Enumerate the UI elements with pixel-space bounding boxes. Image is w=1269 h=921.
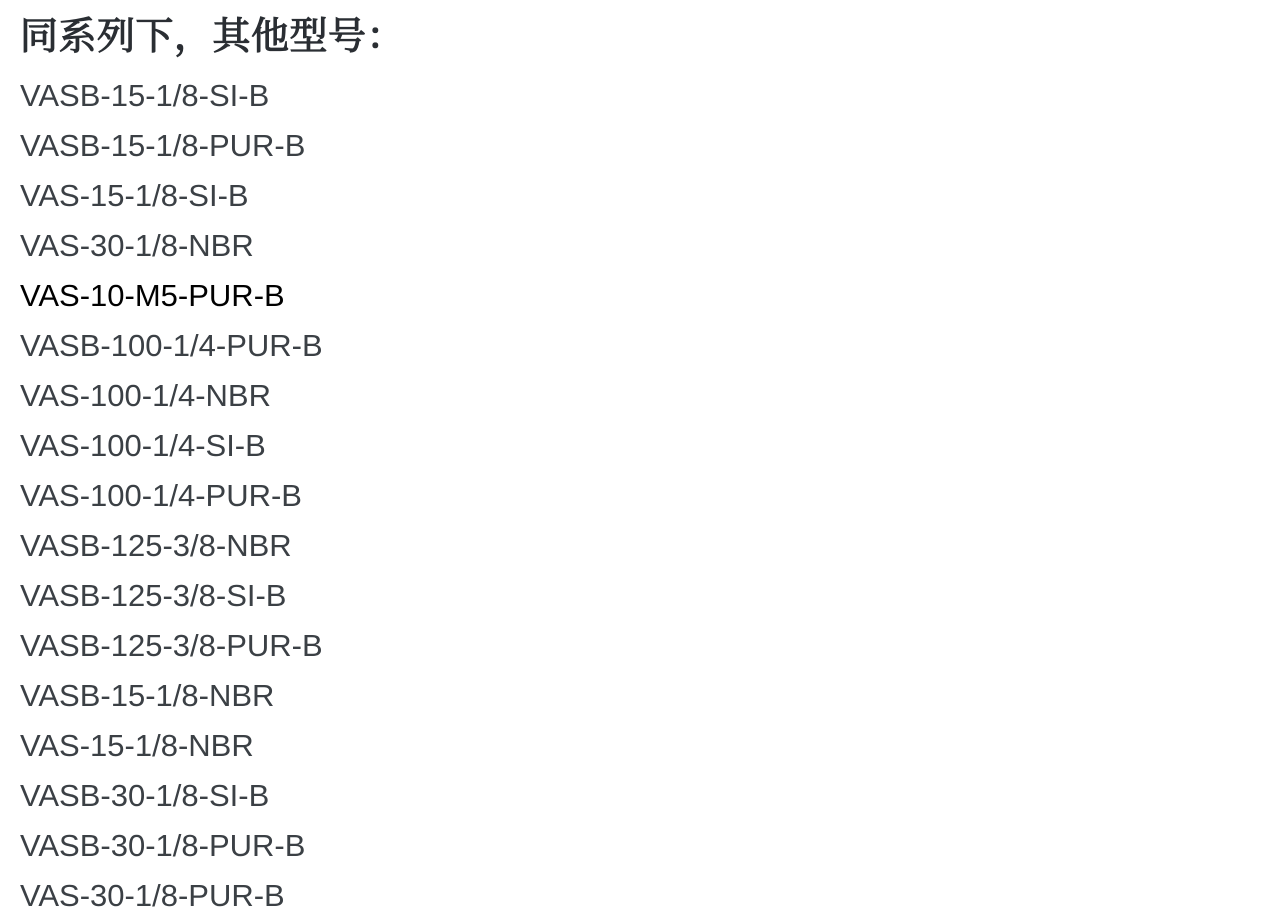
model-item-link[interactable]: VAS-30-1/8-NBR bbox=[20, 227, 254, 263]
model-item-link[interactable]: VAS-30-1/8-PUR-B bbox=[20, 877, 285, 913]
model-list bbox=[20, 71, 1269, 921]
model-item-link[interactable]: VAS-100-1/4-PUR-B bbox=[20, 477, 302, 513]
model-item-link[interactable]: VASB-30-1/8-PUR-B bbox=[20, 827, 306, 863]
model-item-link[interactable]: VASB-100-1/4-PUR-B bbox=[20, 327, 323, 363]
section-heading: 同系列下，其他型号： bbox=[20, 16, 406, 58]
model-item-link[interactable]: VASB-125-3/8-PUR-B bbox=[20, 627, 323, 663]
model-item-link[interactable]: VAS-15-1/8-SI-B bbox=[20, 177, 249, 213]
model-item-link[interactable]: VAS-100-1/4-SI-B bbox=[20, 427, 266, 463]
model-item-link[interactable]: VASB-15-1/8-SI-B bbox=[20, 77, 270, 113]
model-item-link[interactable]: VAS-100-1/4-NBR bbox=[20, 377, 271, 413]
model-item-link[interactable]: VAS-15-1/8-NBR bbox=[20, 727, 254, 763]
model-item-link[interactable]: VASB-30-1/8-SI-B bbox=[20, 777, 270, 813]
model-item-link[interactable]: VASB-15-1/8-PUR-B bbox=[20, 127, 306, 163]
model-item-link[interactable]: VASB-125-3/8-NBR bbox=[20, 527, 292, 563]
model-item-current: VAS-10-M5-PUR-B bbox=[20, 277, 285, 313]
model-item-link[interactable]: VASB-125-3/8-SI-B bbox=[20, 577, 287, 613]
model-item-link[interactable]: VASB-15-1/8-NBR bbox=[20, 677, 275, 713]
